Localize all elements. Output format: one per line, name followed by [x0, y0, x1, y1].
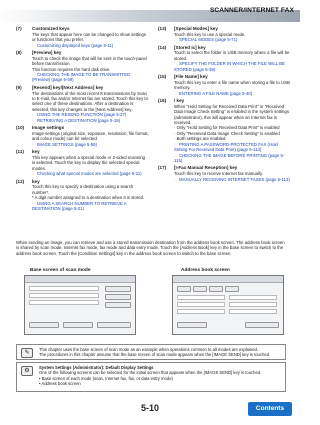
item-title: key: [32, 178, 40, 184]
item-title: [Special Modes] key: [174, 26, 218, 31]
item-title: Customized keys: [32, 26, 70, 31]
note-box: [16, 344, 286, 360]
key-description: [16, 50, 149, 83]
key-description: [16, 125, 149, 147]
left-column: [16, 26, 149, 213]
item-number: (16): [158, 98, 167, 104]
page-header: [0, 0, 300, 22]
cross-reference-link[interactable]: ☞ CHECKING THE IMAGE BEFORE PRINTING (page 5-115): [158, 153, 291, 164]
cross-reference-link[interactable]: ☞ USING THE RESEND FUNCTION (page 5-27): [16, 112, 149, 117]
item-body: The destinations of the most recent 8 transmissions by Scan to E-mail, fax and/or Internet fax are stored. Touch this key to select one of these destinations. After a destination is selected, this key changes to the [Next Address] key.: [32, 90, 148, 112]
item-title: / key: [174, 98, 185, 104]
cross-reference-link[interactable]: ☞ Checking what special modes are selected (page 5-11): [16, 171, 149, 176]
item-number: (7): [16, 26, 22, 31]
cross-reference-link[interactable]: ☞ MANUALLY RECEIVING INTERNET FAXES (page 5-113): [158, 177, 291, 182]
key-description: [16, 85, 149, 123]
item-title: Image settings: [32, 125, 65, 131]
item-title: [Preview] key: [32, 50, 62, 56]
key-description: [158, 45, 291, 72]
item-title: [I-Fax Manual Reception] key: [174, 165, 238, 171]
item-title: key: [32, 149, 40, 155]
cross-reference-link[interactable]: ☞ ENTERING A FILE NAME (page 5-40): [158, 91, 291, 96]
item-title: [File Name] key: [174, 74, 208, 80]
item-number: (8): [16, 50, 22, 56]
system-settings-title: System Settings (Administrator): Default Display Settings: [39, 365, 154, 370]
key-description: [158, 26, 291, 43]
system-settings-body: One of the following screens can be selected for the initial screen that appears when the [IMAGE SEND] key is touched.: [39, 370, 262, 376]
page-number: 5-10: [140, 403, 159, 413]
screens-figure: [16, 268, 286, 338]
system-settings-line: • Address book screen: [39, 380, 81, 386]
cross-reference-link[interactable]: ☞ IMAGE SETTINGS (page 5-59): [16, 142, 149, 147]
item-body: Touch this key to specify a destination using a search number*. * A digit number assigned to a destination when it is stored.: [32, 184, 145, 201]
item-number: (10): [16, 125, 25, 131]
item-number: (12): [16, 178, 25, 184]
system-settings-box: [16, 362, 286, 392]
item-body: The keys that appear here can be changed to show settings or functions that you prefer.: [32, 31, 146, 43]
item-body: Touch this key to enter a file name when storing a file to USB memory.: [174, 79, 290, 91]
note-line: This chapter uses the base screen of scan mode as an example when operations common to all modes are explained.: [39, 347, 259, 352]
item-title: [Resend] key/[Next Address] key: [32, 84, 104, 90]
item-body: Touch this key to use a special mode.: [174, 31, 246, 37]
system-settings-line: • Base screen of each mode (scan, Internet fax, fax, or data entry mode): [39, 375, 173, 381]
item-number: (9): [16, 84, 22, 90]
item-title: [Stored Ic] key: [174, 44, 206, 50]
key-description: [158, 165, 291, 182]
base-screen-label: Base screen of scan mode: [30, 268, 91, 273]
item-body: This key appears when a special mode or 2-sided scanning is selected. Touch the key to display the selected special modes.: [32, 154, 145, 171]
item-body: Image settings (original size, exposure, resolution, file format, and colour mode) can be selected.: [32, 130, 149, 142]
base-screen-image: [24, 275, 136, 335]
cross-reference-link[interactable]: ☞ PRINTING A PASSWORD-PROTECTED FAX (Hold Setting For Received Data Print) (page 5-114): [158, 142, 291, 153]
address-book-label: Address book screen: [181, 268, 230, 273]
contents-button[interactable]: Contents: [248, 402, 292, 416]
item-body: When "Hold Setting for Received Data Print" or "Received Data Image Check Setting" is enabled in the system settings (administrator), this will appear when an Internet fax is received. · Only "Hold Setting for Received Data Print" is enabled · Only "Received Data Image Check Setting" is enabled · Both settings are enabled: [174, 103, 289, 142]
cross-reference-link[interactable]: ☞ CHECKING THE IMAGE TO BE TRANSMITTED (Preview) (page 5-69): [16, 72, 149, 83]
cross-reference-link[interactable]: ☞ SPECIAL MODES (page 5-71): [158, 37, 291, 42]
settings-icon: ⚙: [21, 366, 33, 376]
chapter-title: SCANNER/INTERNET FAX: [209, 7, 294, 14]
key-description: [16, 149, 149, 176]
note-line: The procedures in this chapter assume that the base screen of scan mode appears when the [IMAGE SEND] key is touched.: [39, 352, 271, 358]
item-extra: This function requires the hard disk drive.: [32, 66, 111, 72]
key-description: [16, 26, 149, 48]
key-description: [158, 98, 291, 163]
cross-reference-link[interactable]: ☞ USING A SEARCH NUMBER TO RETRIEVE A DESTINATION (page 5-21): [16, 201, 149, 212]
item-number: (15): [158, 74, 167, 80]
key-description: [16, 179, 149, 212]
address-book-screen-image: [172, 275, 284, 335]
item-number: (14): [158, 44, 167, 50]
item-number: (17): [158, 165, 167, 171]
body-paragraph: When sending an image, you can retrieve and use a stored transmission destination from the address book screen. The address book screen is shared by scan mode, Internet fax mode, fax mode and data entry mode. Touch the [Address Book] key in the base screen to switch to the address book screen. Touch the [Condition Settings] key in the address book screen to switch to the base screen.: [16, 240, 285, 256]
item-number: (11): [16, 149, 24, 155]
cross-reference-link[interactable]: ☞ RETRIEVING A DESTINATION (page 5-19): [16, 118, 149, 123]
key-description: [158, 74, 291, 96]
item-body: Touch this key to receive Internet fax manually.: [174, 171, 264, 177]
right-column: [158, 26, 291, 184]
item-body: Touch to select the folder in USB memory where a file will be stored.: [174, 50, 290, 61]
cross-reference-link[interactable]: ☞ SPECIFY THE FOLDER IN WHICH THE FILE WILL BE STORED (page 5-39): [158, 61, 291, 72]
item-body: Touch to check the image that will be sent in the touch-panel before transmission.: [32, 55, 147, 67]
note-icon: ✎: [21, 348, 33, 358]
item-number: (13): [158, 26, 167, 31]
cross-reference-link[interactable]: ☞ Customizing displayed keys (page 5-11): [16, 43, 149, 48]
